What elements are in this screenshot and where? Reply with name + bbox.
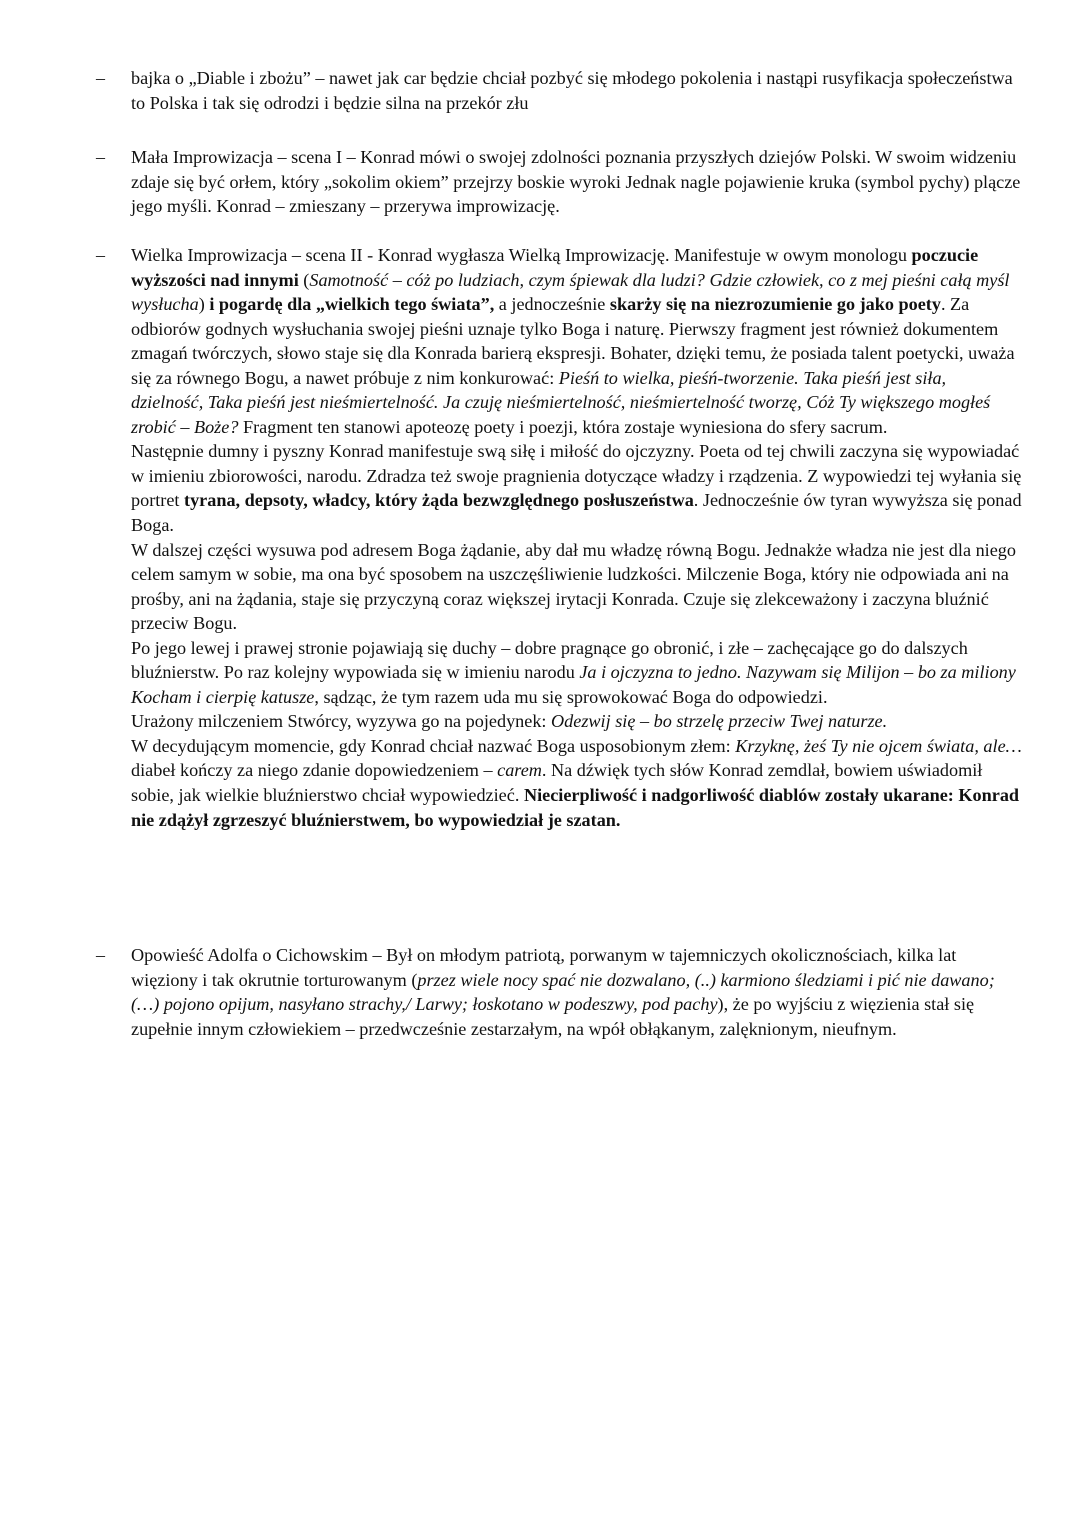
italic-quote: Krzyknę, żeś Ty nie ojcem świata, ale… (735, 735, 1022, 756)
italic-quote: carem (497, 760, 542, 781)
paragraph (131, 943, 1022, 1041)
bullet-dash: – (96, 147, 105, 167)
list-item-opowiesc-adolfa (131, 943, 1022, 1041)
text-run: a jednocześnie (494, 294, 610, 315)
text-run: ( (298, 269, 310, 290)
text-run: ), że po wyjściu z więzienia stał się zupełnie innym człowiekiem – przedwcześnie zestarzałym, na wpół obłąkanym, zalęknionym, nieufnym. (131, 994, 975, 1039)
italic-quote: Ja i ojczyzna to jedno. Nazywam się Milijon – bo za miliony Kocham i cierpię katusze (131, 662, 1016, 707)
paragraph (131, 636, 1022, 710)
bullet-dash: – (96, 68, 105, 88)
paragraph (131, 243, 1022, 439)
text-run: , sądząc, że tym razem uda mu się sprowokować Boga do odpowiedzi. (314, 686, 828, 707)
bullet-dash: – (96, 245, 105, 265)
italic-quote: Pieśń to wielka, pieśń-tworzenie. Taka pieśń jest siła, dzielność, Taka pieśń jest nieśmiertelność. Ja czuję nieśmiertelność, nieśmiertelność tworzę, Cóż Ty większego mogłeś zrobić – Boże? (131, 367, 991, 437)
italic-quote: przez wiele nocy spać nie dozwalano, (..) karmiono śledziami i pić nie dawano; (…) pojono opijum, nasyłano strachy,/ Larwy; łoskotano w podeszwy, pod pachy (131, 969, 995, 1015)
text-run: . Jednocześnie ów tyran wywyższa się ponad Boga. (131, 490, 1022, 536)
bold-text: i pogardę dla „wielkich tego świata”, (209, 294, 495, 315)
bold-text: poczucie wyższości nad innymi (131, 245, 979, 290)
paragraph (131, 538, 1022, 636)
list-item-mala-improwizacja (131, 145, 1022, 219)
italic-quote: Odezwij się – bo strzelę przeciw Twej naturze. (551, 711, 888, 732)
text-run: W dalszej części wysuwa pod adresem Boga żądanie, aby dał mu władzę równą Bogu. Jednakże władza nie jest dla niego celem samym w sobie, ma ona być sposobem na uszczęśliwienie ludzkości. Milczenie Boga, który nie odpowiada ani na prośby, ani na żądania, staje się przyczyną coraz większej irytacji Konrada. Czuje się zlekceważony i zaczyna bluźnić przeciw Bogu. (131, 539, 1016, 634)
text-run: bajka o „Diable i zbożu” – nawet jak car będzie chciał pozbyć się młodego pokolenia i nastąpi rusyfikacja społeczeństwa to Polska i tak się odrodzi i będzie silna na przekór złu (131, 68, 1013, 113)
list-item-wielka-improwizacja (131, 243, 1022, 832)
paragraph (131, 734, 1022, 832)
paragraph (131, 145, 1022, 219)
bold-text: Niecierpliwość i nadgorliwość diablów zostały ukarane: Konrad nie zdążył zgrzeszyć bluźnierstwem, bo wypowiedział je szatan. (131, 785, 1020, 830)
text-run: Mała Improwizacja – scena I – Konrad mówi o swojej zdolności poznania przyszłych dziejów Polski. W swoim widzeniu zdaje się być orłem, który „sokolim okiem” przejrzy boskie wyroki Jednak nagle pojawienie kruka (symbol pychy) plącze jego myśli. Konrad – zmieszany – przerywa improwizację. (131, 147, 1021, 217)
text-run: . Za odbiorów godnych wysłuchania swojej pieśni uznaje tylko Boga i naturę. Pierwszy fragment jest również dokumentem zmagań twórczych, słowo staje się dla Konrada barierą ekspresji. Bohater, dzięki temu, że posiada talent poetycki, uważa się za równego Bogu, a nawet próbuje z nim konkurować: (131, 294, 1015, 388)
text-run: Następnie dumny i pyszny Konrad manifestuje swą siłę i miłość do ojczyzny. Poeta od tej chwili zaczyna się wypowiadać w imieniu zbiorowości, narodu. Zdradza też swoje pragnienia dotyczące władzy i rządzenia. Z wypowiedzi tej wyłania się portret (131, 441, 1022, 511)
text-run: Urażony milczeniem Stwórcy, wyzywa go na pojedynek: (131, 711, 552, 732)
text-run: Wielka Improwizacja – scena II - Konrad wygłasza Wielką Improwizację. Manifestuje w owym monologu (131, 245, 912, 265)
list-item-diable-i-zbozu (131, 66, 1022, 115)
text-run: Fragment ten stanowi apoteozę poety i poezji, która zostaje wyniesiona do sfery sacrum. (238, 416, 888, 437)
paragraph (131, 439, 1022, 537)
bold-text: skarży się na niezrozumienie go jako poety (609, 294, 941, 315)
text-run: . Na dźwięk tych słów Konrad zemdlał, bowiem uświadomił sobie, jak wielkie bluźnierstwo chciał wypowiedzieć. (131, 760, 983, 806)
italic-quote: Samotność – cóż po ludziach, czym śpiewak dla ludzi? Gdzie człowiek, co z mej pieśni całą myśl wysłucha (131, 269, 1010, 315)
paragraph (131, 709, 1022, 734)
bullet-dash: – (96, 945, 105, 965)
text-run: Po jego lewej i prawej stronie pojawiają się duchy – dobre pragnące go obronić, i złe – zachęcające go do dalszych bluźnierstw. Po raz kolejny wypowiada się w imieniu narodu (131, 637, 968, 683)
text-run: W decydującym momencie, gdy Konrad chciał nazwać Boga usposobionym złem: (131, 735, 736, 756)
paragraph (131, 66, 1022, 115)
text-run: Opowieść Adolfa o Cichowskim – Był on młodym patriotą, porwanym w tajemniczych okolicznościach, kilka lat więziony i tak okrutnie torturowanym ( (131, 945, 957, 990)
text-run: diabeł kończy za niego zdanie dopowiedzeniem – (131, 760, 498, 781)
text-run: ) (198, 294, 210, 315)
bold-text: tyrana, depsoty, władcy, który żąda bezwzględnego posłuszeństwa (184, 490, 694, 511)
